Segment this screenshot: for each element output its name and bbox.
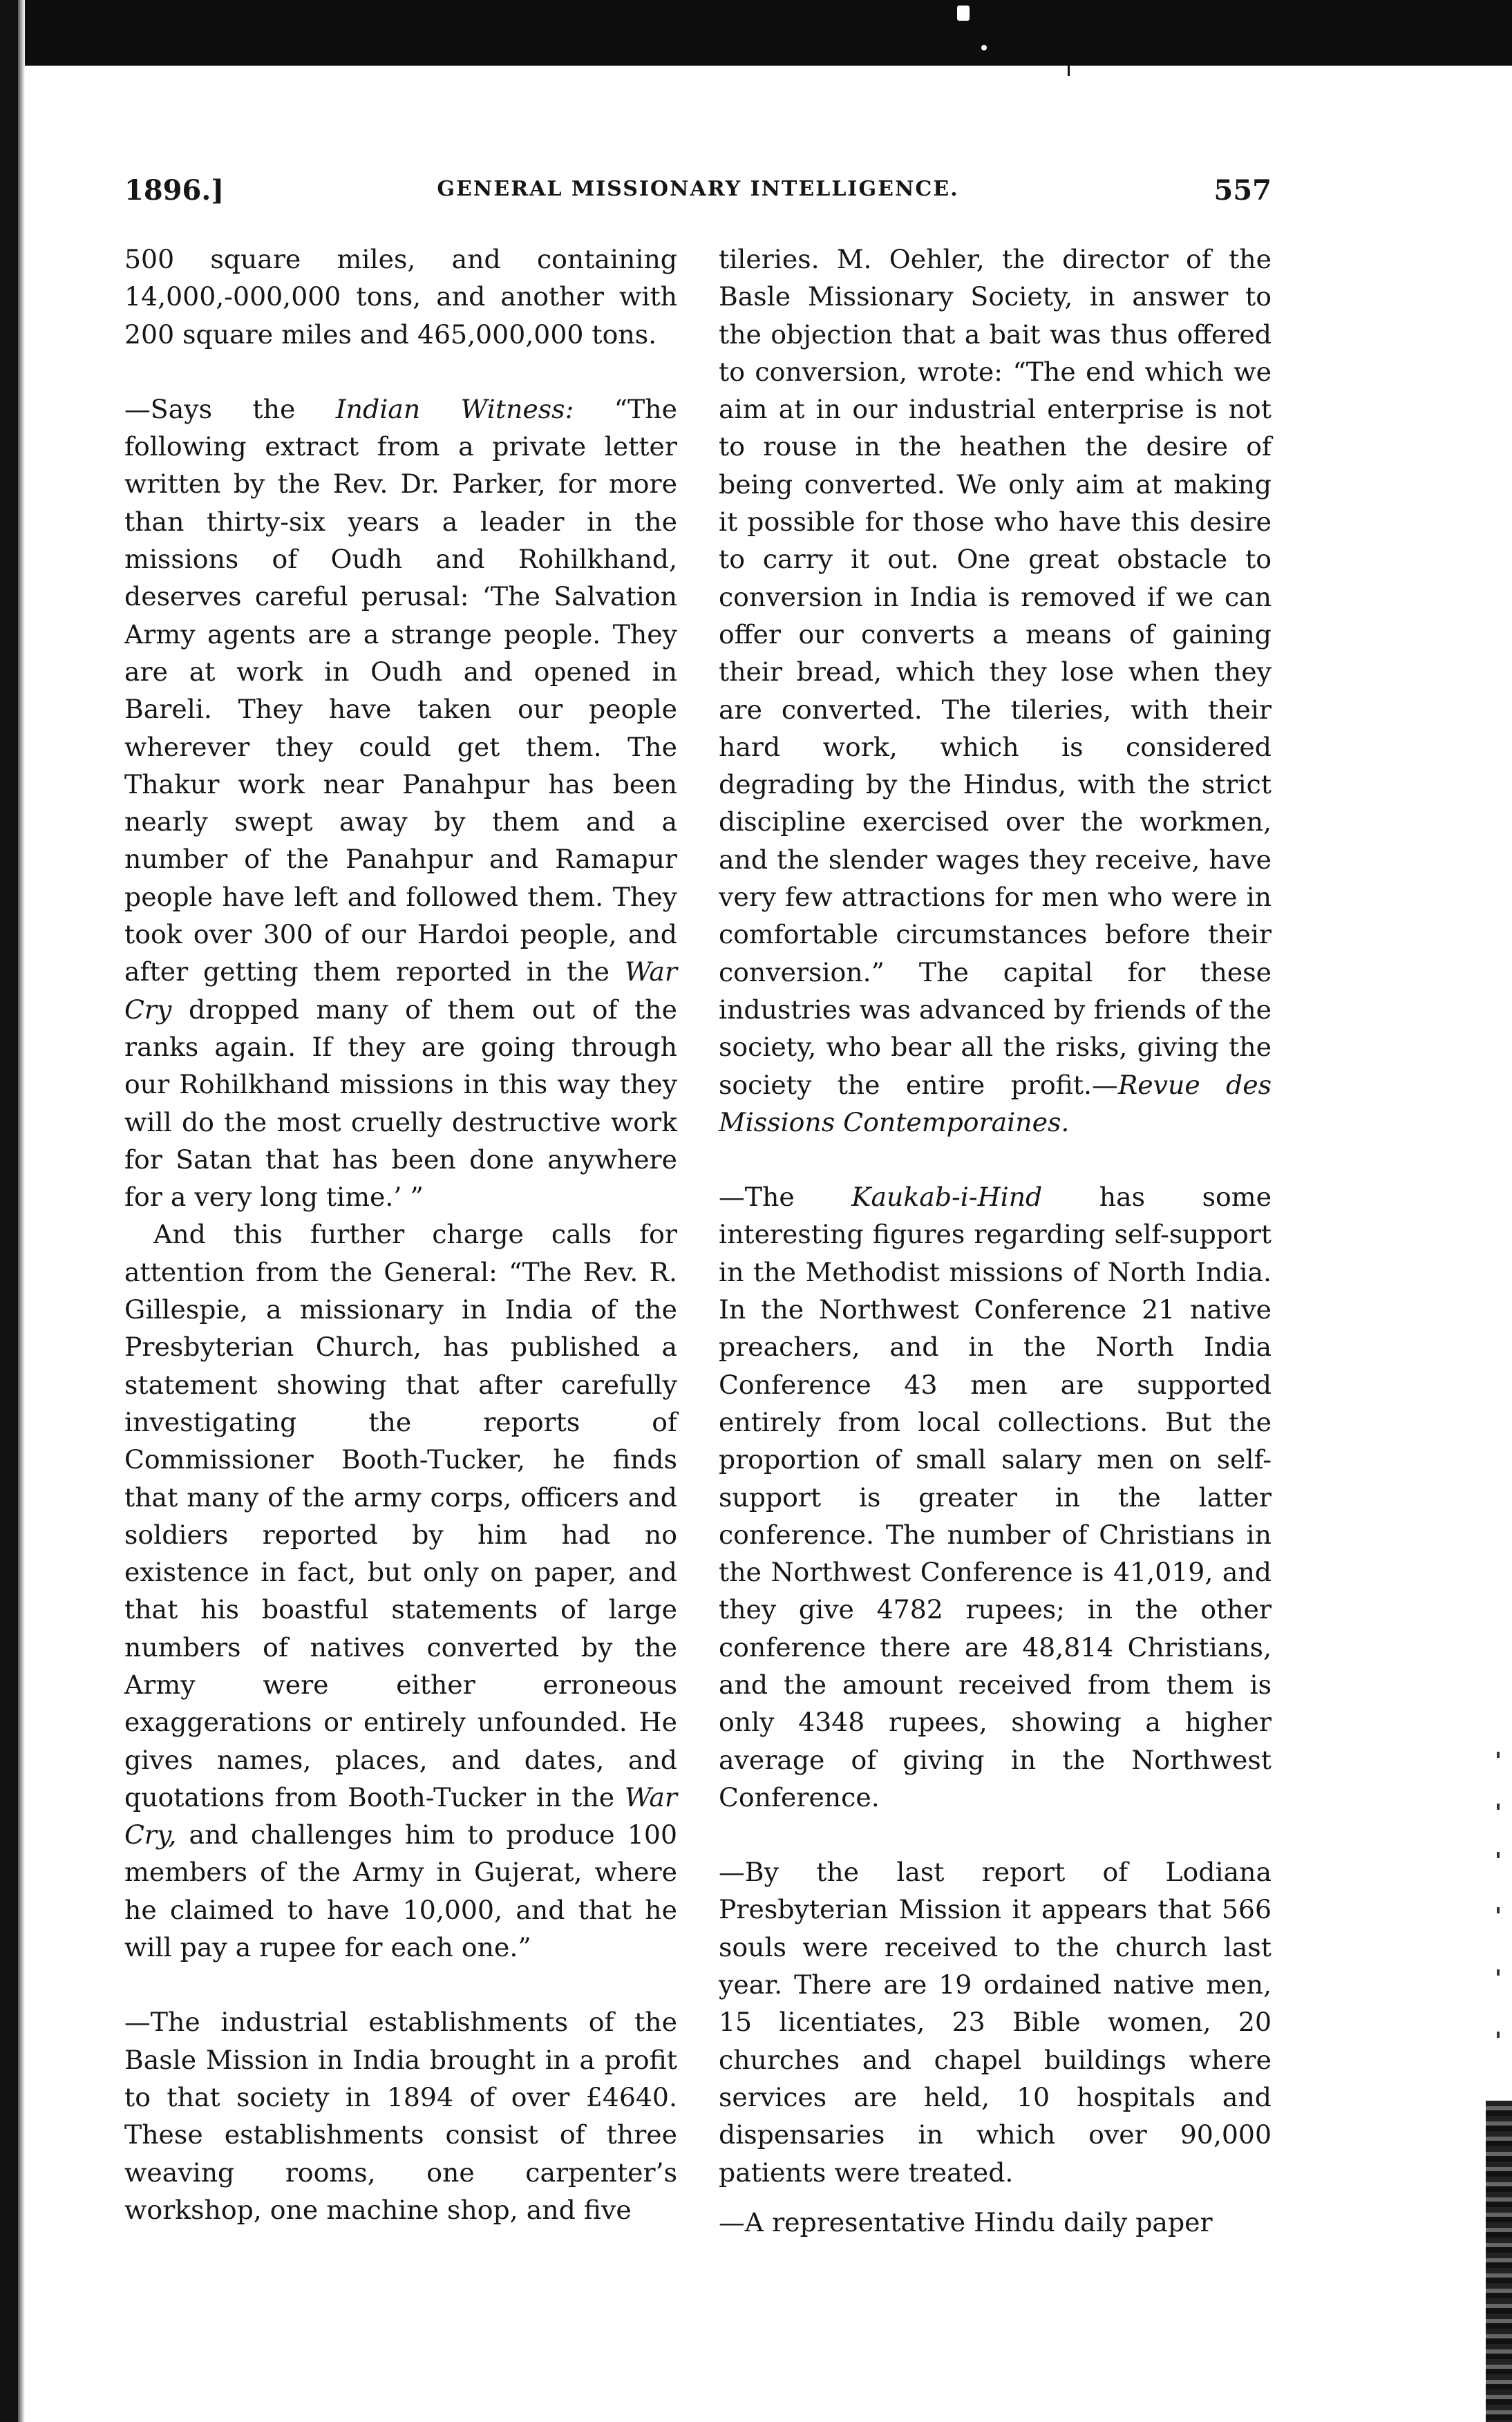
text-run: 500 square miles, and containing 14,000,-000,000 tons, and another with 200 square miles and 465,000,000 tons.	[124, 244, 677, 350]
text-run: dropped many of them out of the ranks again. If they are going through our Rohilkhand missions in this way they will do the most cruelly destructive work for Satan that has been done anywhere for a very long time.’ ”	[124, 994, 677, 1213]
text-run: —A representative Hindu daily paper	[719, 2206, 1213, 2237]
paragraph	[719, 1853, 1272, 2191]
paragraph	[124, 1215, 677, 1966]
right-column	[719, 240, 1272, 2241]
text-run: —The	[719, 1182, 852, 1213]
header-title: GENERAL MISSIONARY INTELLIGENCE.	[437, 177, 959, 201]
left-column	[124, 240, 677, 2229]
running-header	[124, 174, 1272, 216]
scan-speck	[1497, 1852, 1500, 1858]
italic-text: Kaukab-i-Hind	[851, 1182, 1043, 1213]
paragraph	[719, 1178, 1272, 1816]
scan-edge-blot	[1486, 2101, 1512, 2422]
scan-left-shadow	[18, 0, 25, 2422]
header-year: 1896.]	[124, 174, 225, 207]
scan-speck	[1497, 1804, 1500, 1810]
scan-speck	[1497, 1969, 1500, 1976]
scan-top-border	[0, 0, 1512, 66]
paragraph	[124, 2003, 677, 2229]
scan-speck	[1497, 1907, 1500, 1913]
scan-notch	[957, 6, 970, 21]
text-run: and challenges him to produce 100 members of the Army in Gujerat, where he claimed to have 10,000, and that he will pay a rupee for each one.”	[124, 1819, 677, 1963]
text-run: has some interesting figures regarding self-support in the Methodist missions of North India. In the Northwest Conference 21 native preachers, and in the North India Conference 43 men are supported entirely from local collections. But the proportion of small salary men on self-support is greater in the latter conference. The number of Christians in the Northwest Conference is 41,019, and they give 4782 rupees; in the other conference there are 48,814 Christians, and the amount received from them is only 4348 rupees, showing a higher average of giving in the Northwest Conference.	[719, 1182, 1272, 1813]
paragraph	[719, 240, 1272, 1141]
scan-left-edge	[0, 0, 18, 2422]
scan-tick	[1068, 64, 1070, 76]
paragraph	[124, 240, 677, 353]
paragraph	[719, 2204, 1272, 2241]
italic-text: Revue des Missions Contemporaines.	[719, 1069, 1272, 1137]
italic-text: War Cry,	[124, 1781, 677, 1851]
text-run: —By the last report of Lodiana Presbyterian Mission it appears that 566 souls were received to the church last year. There are 19 ordained native men, 15 licentiates, 23 Bible women, 20 churches and chapel buildings where services are held, 10 hospitals and dispensaries in which over 90,000 patients were treated.	[719, 1857, 1272, 2188]
text-run: —Says the	[124, 393, 336, 424]
paragraph	[124, 390, 677, 1216]
italic-text: Indian Witness:	[335, 393, 574, 424]
text-run: “The following extract from a private letter written by the Rev. Dr. Parker, for more than thirty-six years a leader in the missions of Oudh and Rohilkhand, deserves careful perusal: ‘The Salvation Army agents are a strange people. They are at work in Oudh and opened in Bareli. They have taken our people wherever they could get them. The Thakur work near Panahpur has been nearly swept away by them and a number of the Panahpur and Ramapur people have left and followed them. They took over 300 of our Hardoi people, and after getting them reported in the	[124, 393, 678, 987]
scan-dot	[981, 45, 987, 50]
text-run: And this further charge calls for attention from the General: “The Rev. R. Gillespie, a missionary in India of the Presbyterian Church, has published a statement showing that after carefully investigating the reports of Commissioner Booth-Tucker, he finds that many of the army corps, officers and soldiers reported by him had no existence in fact, but only on paper, and that his boastful statements of large numbers of natives converted by the Army were either erroneous exaggerations or entirely unfounded. He gives names, places, and dates, and quotations from Booth-Tucker in the	[124, 1219, 677, 1813]
italic-text: War Cry	[124, 956, 677, 1025]
scan-speck	[1497, 1752, 1500, 1758]
page-number: 557	[1213, 174, 1272, 207]
text-run: tileries. M. Oehler, the director of the Basle Missionary Society, in answer to the objection that a bait was thus offered to conversion, wrote: “The end which we aim at in our industrial enterprise is not to rouse in the heathen the desire of being converted. We only aim at making it possible for those who have this desire to carry it out. One great obstacle to conversion in India is removed if we can offer our converts a means of gaining their bread, which they lose when they are converted. The tileries, with their hard work, which is considered degrading by the Hindus, with the strict discipline exercised over the workmen, and the slender wages they receive, have very few attractions for men who were in comfortable circumstances before their conversion.” The capital for these industries was advanced by friends of the society, who bear all the risks, giving the society the entire profit.—	[719, 244, 1272, 1100]
text-run: —The industrial establishments of the Basle Mission in India brought in a profit to that society in 1894 of over £4640. These establishments consist of three weaving rooms, one carpenter’s workshop, one machine shop, and five	[124, 2007, 677, 2225]
scan-speck	[1497, 2032, 1500, 2038]
